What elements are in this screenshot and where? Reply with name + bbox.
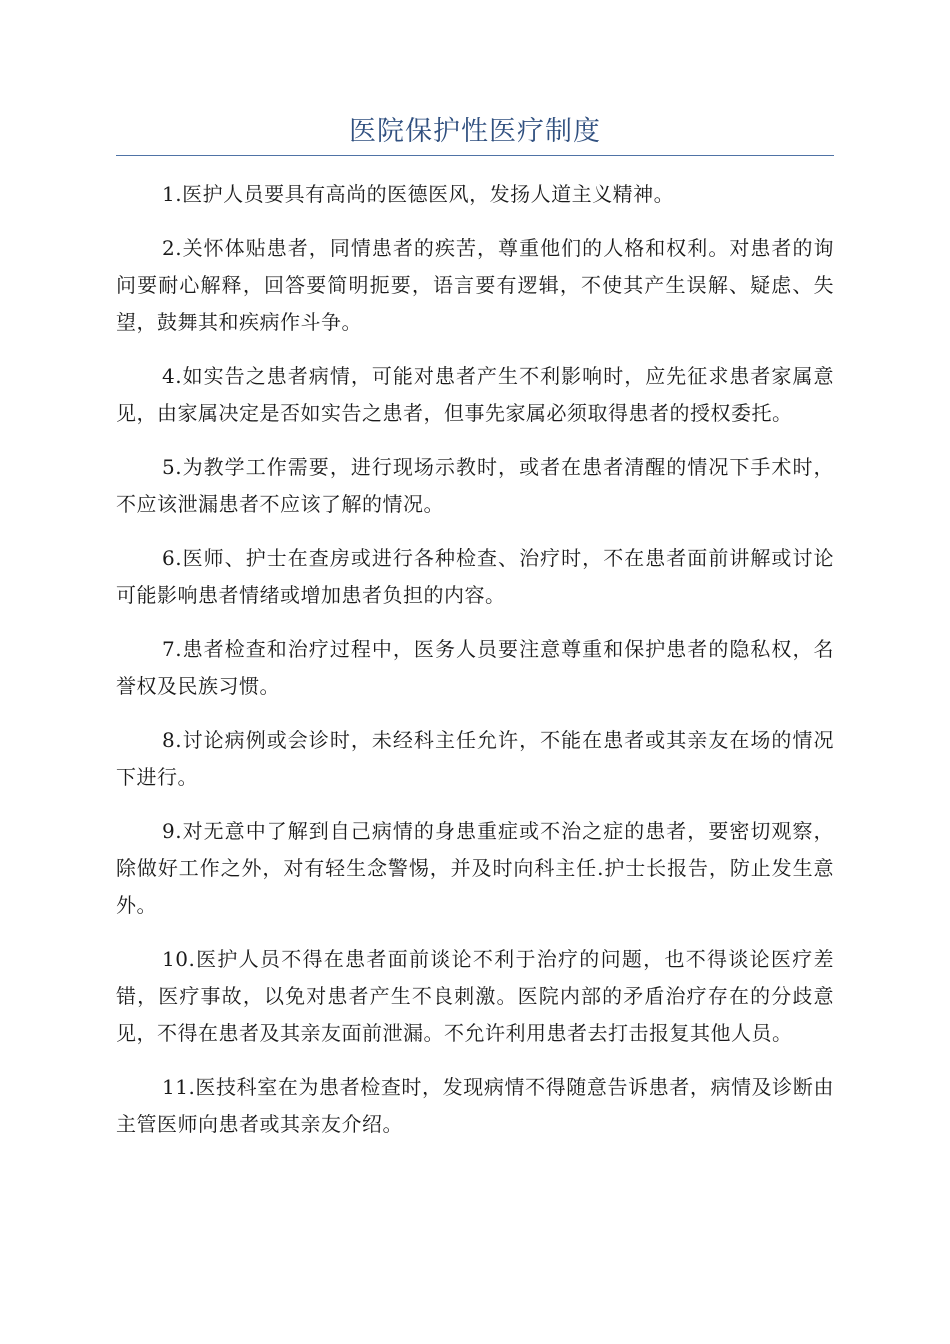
paragraph-5: 5.为教学工作需要，进行现场示教时，或者在患者清醒的情况下手术时，不应该泄漏患者不应该了解的情况。 (116, 455, 834, 516)
title-underline (116, 155, 834, 156)
document-title: 医院保护性医疗制度 (349, 116, 601, 147)
paragraph-7: 7.患者检查和治疗过程中，医务人员要注意尊重和保护患者的隐私权，名誉权及民族习惯。 (116, 637, 834, 698)
document-body (116, 176, 834, 1160)
paragraph-11: 11.医技科室在为患者检查时，发现病情不得随意告诉患者，病情及诊断由主管医师向患者或其亲友介绍。 (116, 1075, 834, 1136)
paragraph-4: 4.如实告之患者病情，可能对患者产生不利影响时，应先征求患者家属意见，由家属决定是否如实告之患者，但事先家属必须取得患者的授权委托。 (116, 364, 834, 425)
paragraph-2: 2.关怀体贴患者，同情患者的疾苦，尊重他们的人格和权利。对患者的询问要耐心解释，回答要简明扼要，语言要有逻辑，不使其产生误解、疑虑、失望，鼓舞其和疾病作斗争。 (116, 236, 834, 334)
paragraph-8: 8.讨论病例或会诊时，未经科主任允许，不能在患者或其亲友在场的情况下进行。 (116, 728, 834, 789)
paragraph-10: 10.医护人员不得在患者面前谈论不利于治疗的问题，也不得谈论医疗差错，医疗事故，以免对患者产生不良刺激。医院内部的矛盾治疗存在的分歧意见，不得在患者及其亲友面前泄漏。不允许利用患者去打击报复其他人员。 (116, 947, 834, 1045)
paragraph-6: 6.医师、护士在查房或进行各种检查、治疗时，不在患者面前讲解或讨论可能影响患者情绪或增加患者负担的内容。 (116, 546, 834, 607)
paragraph-1: 1.医护人员要具有高尚的医德医风，发扬人道主义精神。 (162, 182, 675, 206)
paragraph-9: 9.对无意中了解到自己病情的身患重症或不治之症的患者，要密切观察，除做好工作之外，对有轻生念警惕，并及时向科主任.护士长报告，防止发生意外。 (116, 819, 834, 917)
